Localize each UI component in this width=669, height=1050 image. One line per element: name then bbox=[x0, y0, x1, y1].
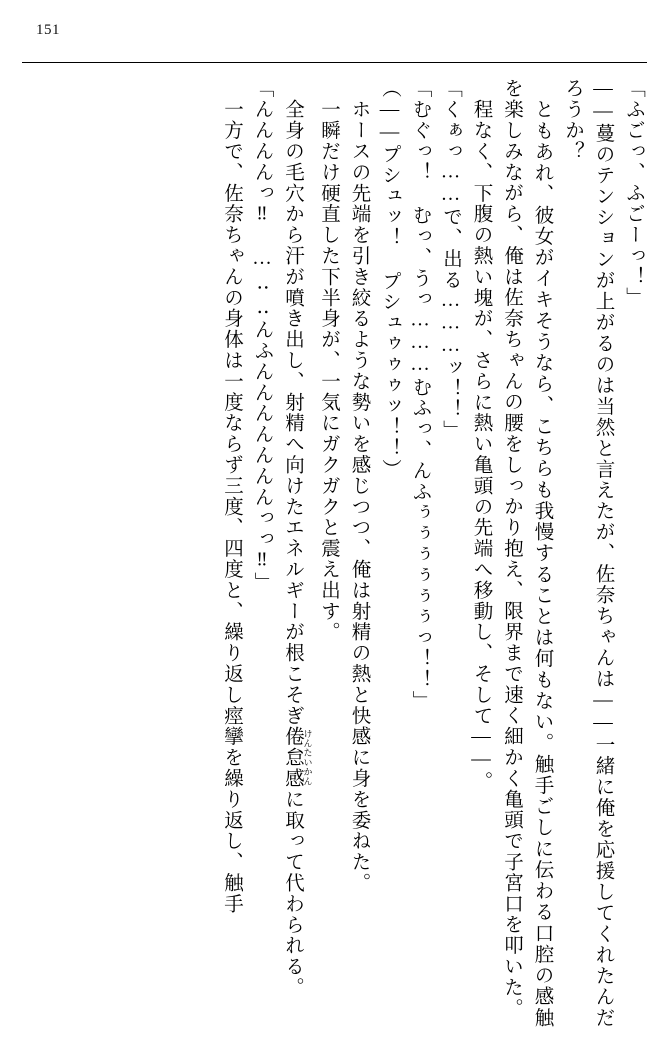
paragraph-text-post: に取って代わられる。 bbox=[282, 788, 303, 998]
paragraph: 一瞬だけ硬直した下半身が、一気にガクガクと震え出す。 bbox=[318, 99, 339, 643]
ruby-reading: けんたいかん bbox=[302, 726, 313, 789]
paragraph: ――蔓のテンションが上がるのは当然と言えたが、佐奈ちゃんは――一緒に俺を応援してくれたんだろうか？ bbox=[562, 78, 614, 1028]
paragraph-with-ruby bbox=[277, 78, 313, 1028]
paragraph: 「くぁっ……で、出る………ッ！！」 bbox=[440, 78, 461, 441]
ruby-base: 倦怠感 bbox=[282, 726, 303, 789]
paragraph: 「むぐっ！ むっ、うっ………むふっ、んふぅぅぅぅぅぅっ！！」 bbox=[409, 78, 431, 711]
paragraph: ともあれ、彼女がイキそうなら、こちらも我慢することは何もない。触手ごしに伝わる口腔の感触を楽しみながら、俺は佐奈ちゃんの腰をしっかり抱え、限界まで速く細かく亀頭で子宮口を叩いた。 bbox=[501, 78, 553, 1028]
page-number: 151 bbox=[36, 22, 60, 38]
header-rule bbox=[22, 62, 647, 63]
paragraph: 「んんんんっ‼ …‥‥んふんんんんんんんっっ‼」 bbox=[251, 78, 273, 593]
paragraph: ホースの先端を引き絞るような勢いを感じつつ、俺は射精の熱と快感に身を委ねた。 bbox=[348, 99, 370, 894]
body-text bbox=[18, 78, 648, 1028]
paragraph: 程なく、下腹の熱い塊が、さらに熱い亀頭の先端へ移動し、そして――。 bbox=[470, 99, 492, 792]
paragraph-text-pre: 全身の毛穴から汗が噴き出し、射精へ向けたエネルギーが根こそぎ bbox=[282, 99, 303, 726]
paragraph: 「ふごっ、ふごーっ！」 bbox=[623, 78, 644, 308]
ruby-kentaikan bbox=[282, 726, 313, 789]
paragraph: 一方で、佐奈ちゃんの身体は一度ならず三度、四度と、繰り返し痙攣を繰り返し、触手 bbox=[221, 99, 242, 915]
paragraph: （――プシュッ！ プシュゥゥゥッ！！） bbox=[379, 78, 400, 480]
